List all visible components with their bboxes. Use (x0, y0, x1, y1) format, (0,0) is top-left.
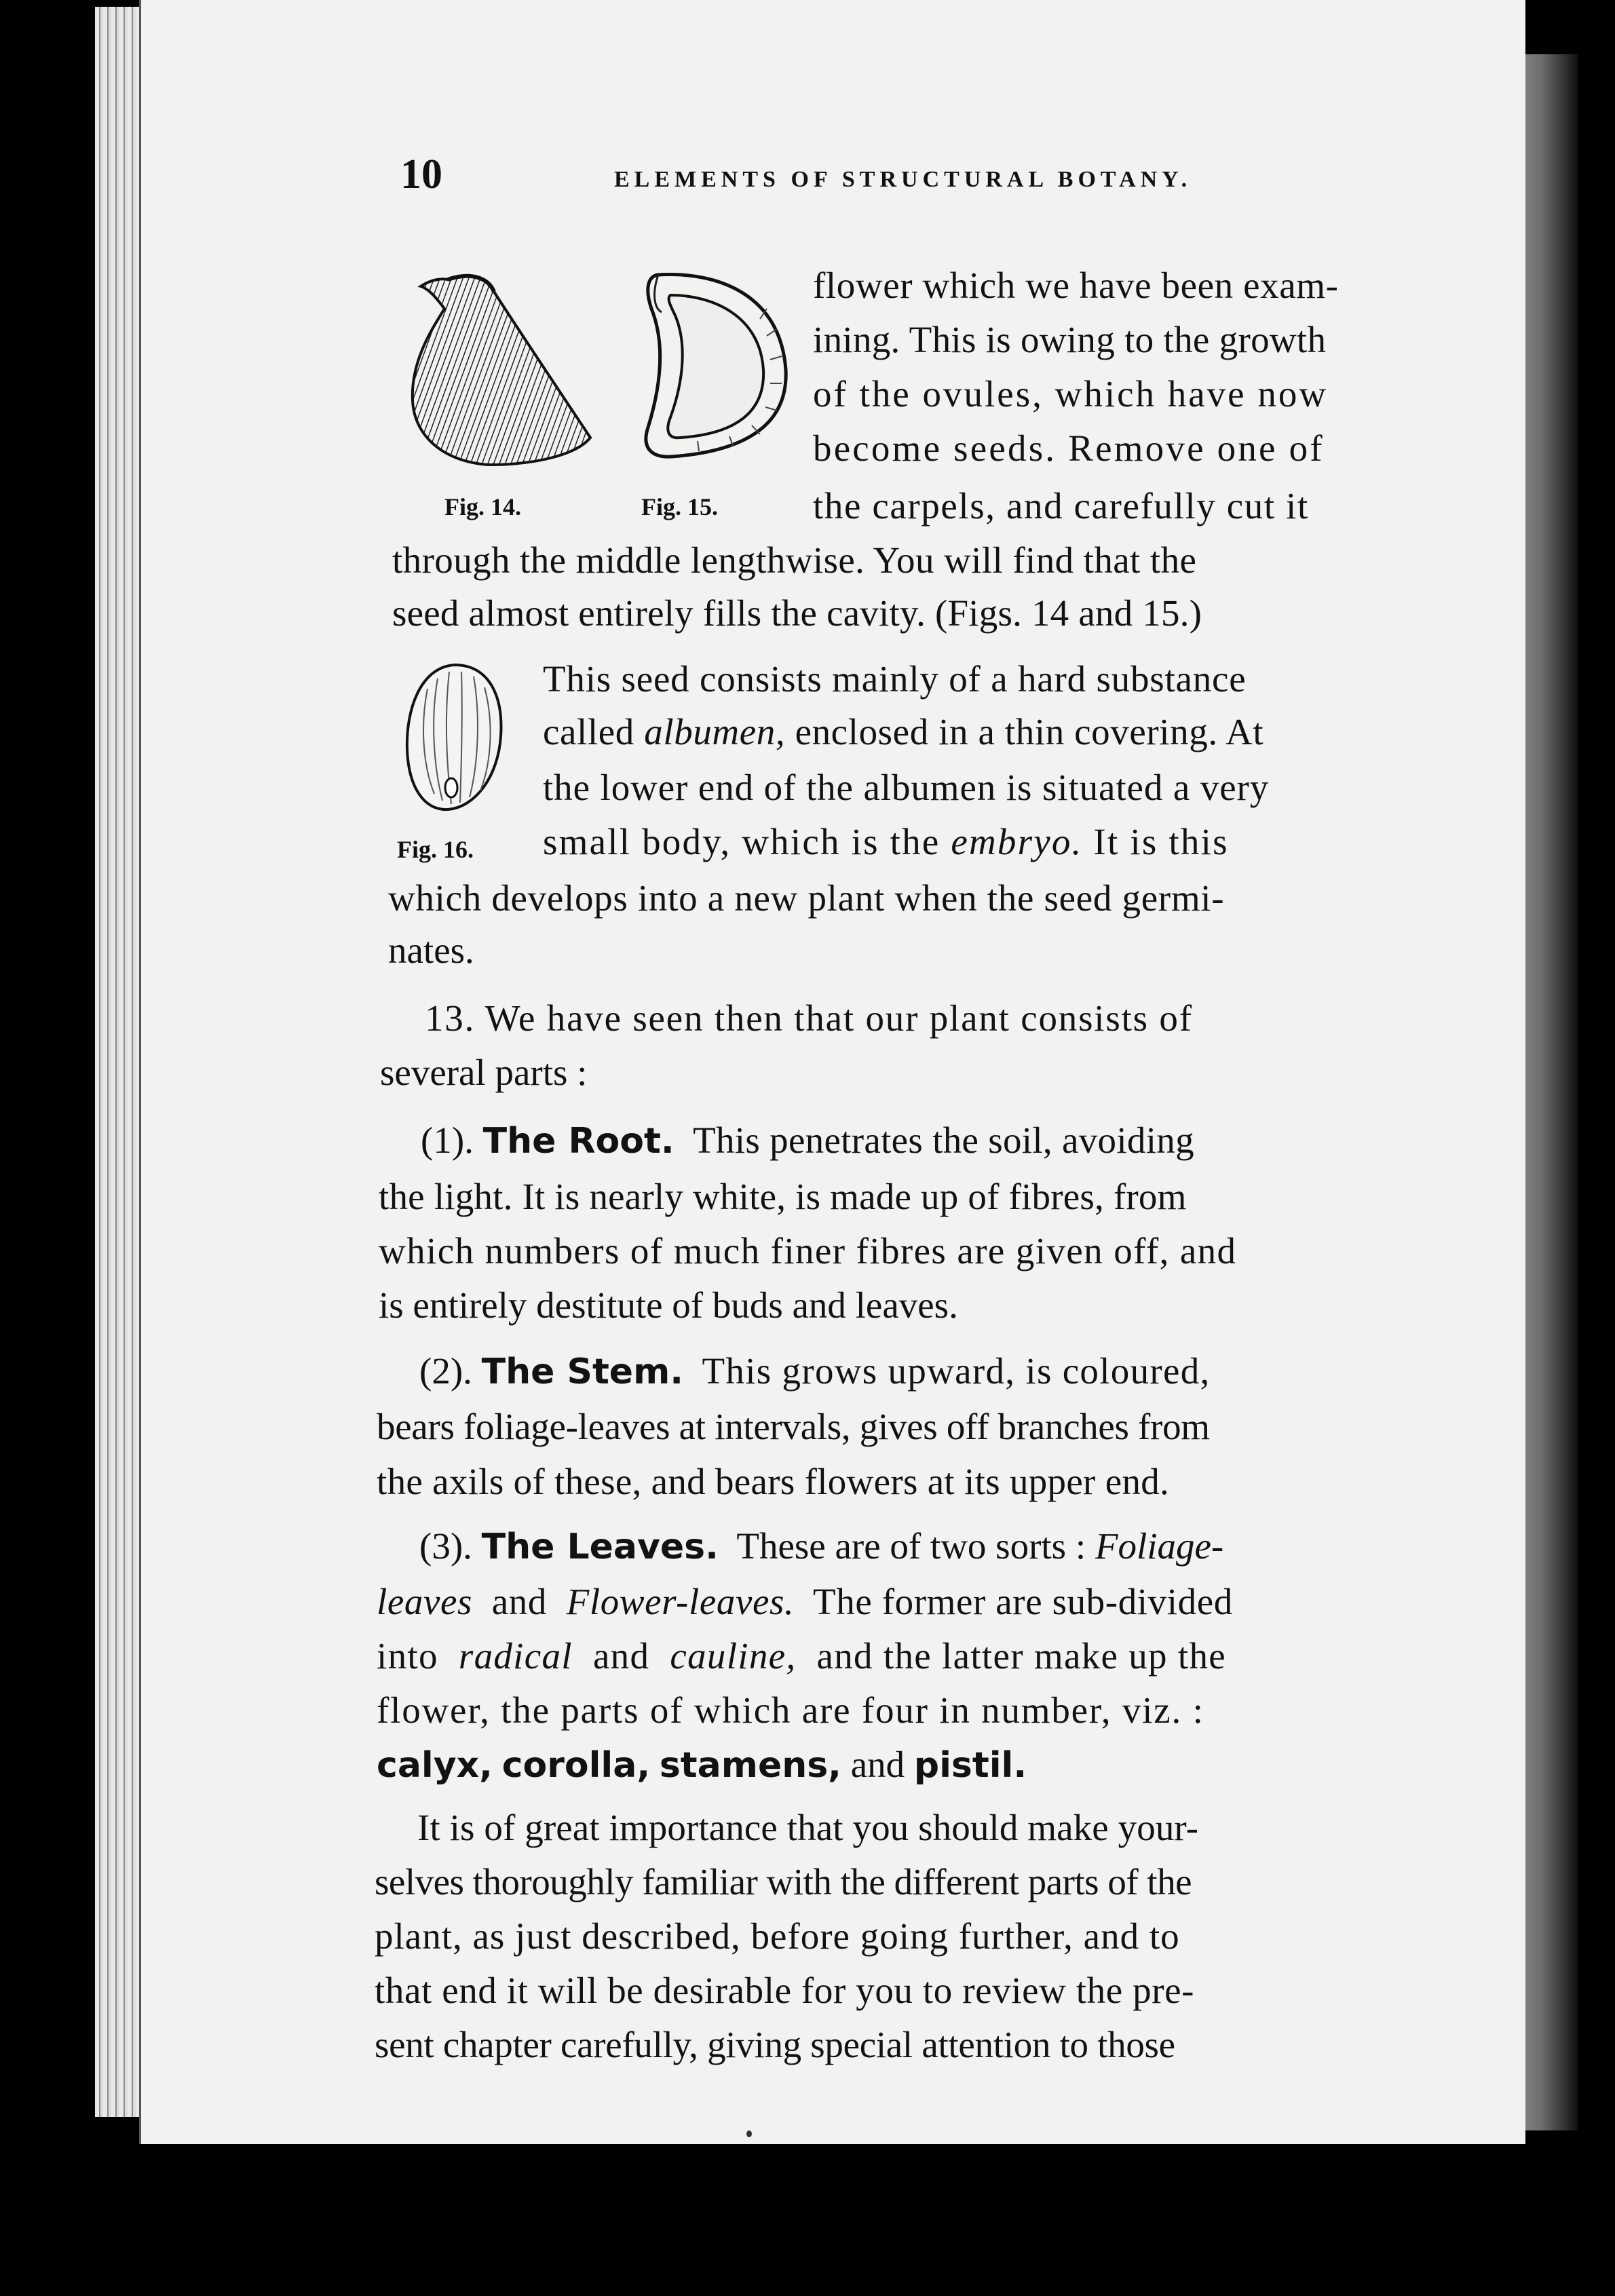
text-line: small body, which is the embryo. It is this (543, 821, 1229, 862)
text-line: sent chapter carefully, giving special attention to those (375, 2024, 1175, 2065)
text-line: the light. It is nearly white, is made up of fibres, from (379, 1176, 1187, 1217)
flower-parts-line: calyx, corolla, stamens, and pistil. (377, 1744, 1027, 1786)
text-line: several parts : (380, 1052, 588, 1093)
fig16-caption: Fig. 16. (397, 836, 474, 863)
term-calyx: calyx, (377, 1745, 493, 1786)
text-line: that end it will be desirable for you to review the pre- (375, 1970, 1195, 2011)
text-line: the carpels, and carefully cut it (813, 485, 1309, 527)
text-line: flower which we have been exam- (813, 265, 1339, 306)
text-line: selves thoroughly familiar with the different parts of the (375, 1861, 1192, 1902)
fig15-caption: Fig. 15. (641, 493, 718, 520)
root-heading: The Root. (482, 1121, 674, 1162)
seed-icon (407, 271, 604, 468)
term-flower-leaves: Flower-leaves. (566, 1581, 795, 1622)
leaves-heading: The Leaves. (481, 1527, 719, 1567)
albumen-embryo-icon (400, 662, 509, 814)
text-line: flower, the parts of which are four in number, viz. : (377, 1689, 1204, 1731)
text-line: leaves and Flower-leaves. The former are sub-divided (377, 1581, 1233, 1622)
text-line: which develops into a new plant when the seed germi- (388, 877, 1225, 919)
text-line: seed almost entirely fills the cavity. (Figs. 14 and 15.) (392, 592, 1202, 634)
term-embryo: embryo. (951, 821, 1083, 862)
text-line: which numbers of much finer fibres are given off, and (379, 1230, 1237, 1271)
section-13-line: 13. We have seen then that our plant consists of (425, 997, 1193, 1039)
term-stamens: stamens, (659, 1745, 841, 1786)
text-line: become seeds. Remove one of (813, 427, 1325, 469)
text-line: It is of great importance that you should make your- (417, 1807, 1199, 1848)
text-line: the lower end of the albumen is situated a very (543, 767, 1270, 808)
text-line: bears foliage-leaves at intervals, gives off branches from (377, 1406, 1210, 1447)
text-line: This seed consists mainly of a hard substance (543, 658, 1247, 700)
text-line: into radical and cauline, and the latter make up the (377, 1635, 1226, 1677)
term-albumen: albumen, (644, 711, 786, 752)
stem-heading: The Stem. (481, 1352, 684, 1392)
text-line: the axils of these, and bears flowers at its upper end. (377, 1461, 1170, 1502)
term-corolla: corolla, (501, 1745, 651, 1786)
seed-section-icon (631, 268, 794, 461)
fig14-caption: Fig. 14. (444, 493, 521, 520)
page-number: 10 (400, 151, 442, 197)
term-radical: radical (458, 1635, 573, 1677)
text-line: is entirely destitute of buds and leaves. (379, 1284, 958, 1326)
leaves-heading-line: (3). The Leaves. These are of two sorts : Foliage- (419, 1525, 1224, 1567)
text-line: through the middle lengthwise. You will find that the (392, 539, 1197, 581)
term-foliage: Foliage- (1095, 1525, 1224, 1567)
text-line: ining. This is owing to the growth (813, 319, 1327, 360)
running-head: ELEMENTS OF STRUCTURAL BOTANY. (614, 167, 1192, 192)
page-stack-edges (95, 7, 145, 2117)
term-pistil: pistil. (913, 1745, 1027, 1786)
text-line: plant, as just described, before going further, and to (375, 1915, 1180, 1957)
root-heading-line: (1). The Root. This penetrates the soil, avoiding (421, 1120, 1194, 1162)
text-line: of the ovules, which have now (813, 373, 1329, 415)
text-line: nates. (388, 930, 474, 971)
text-line: called albumen, enclosed in a thin covering. At (543, 711, 1264, 752)
stem-heading-line: (2). The Stem. This grows upward, is coloured, (419, 1350, 1211, 1392)
print-speck (746, 2130, 752, 2137)
term-cauline: cauline, (670, 1635, 797, 1677)
